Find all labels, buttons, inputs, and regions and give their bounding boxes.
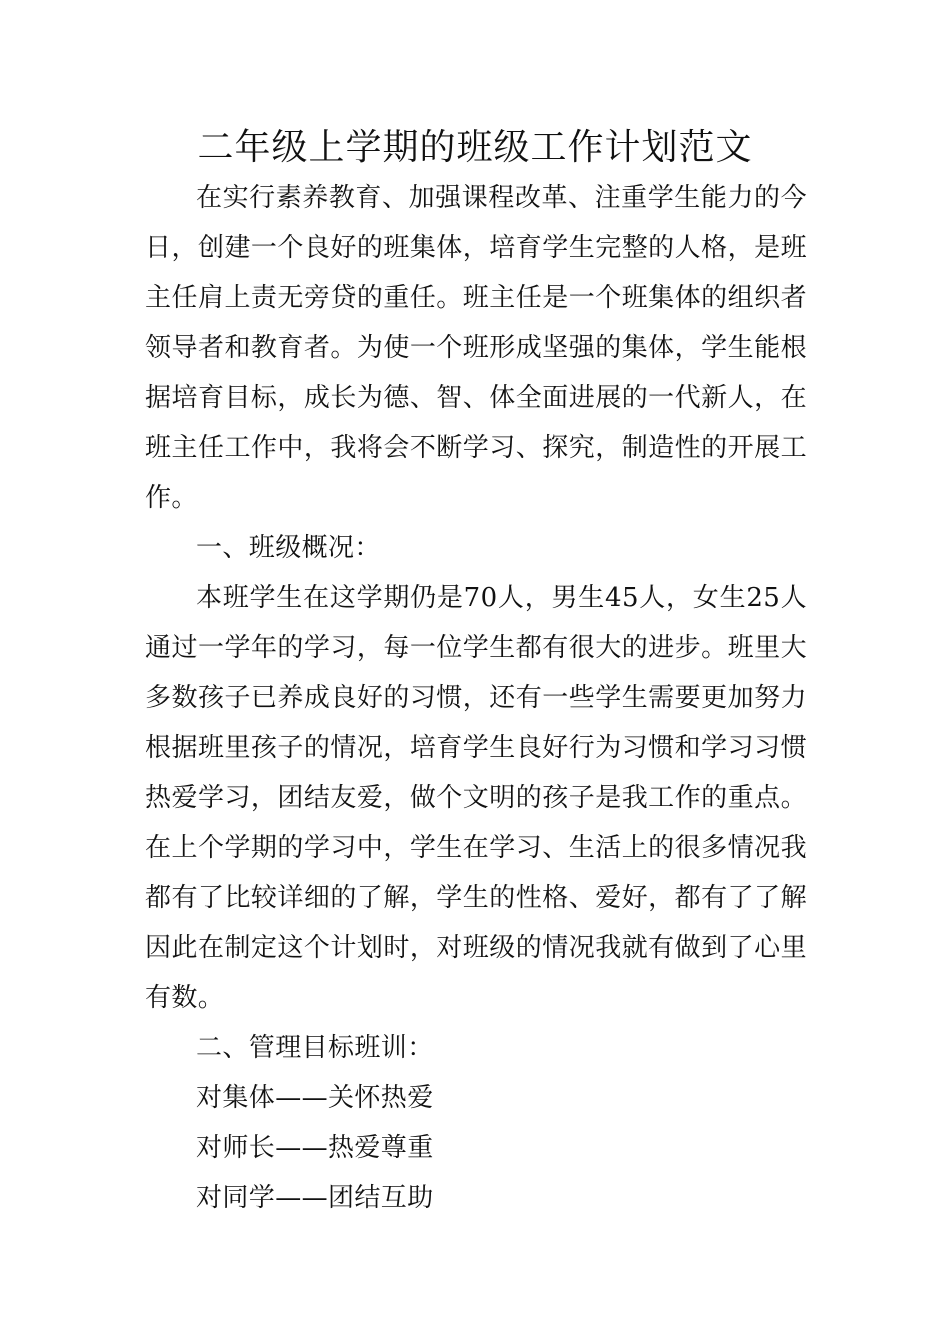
- paragraph-line: 作。: [145, 483, 198, 513]
- paragraph-line: 通过一学年的学习，每一位学生都有很大的进步。班里大: [145, 633, 807, 663]
- paragraph-line: 热爱学习，团结友爱，做个文明的孩子是我工作的重点。: [145, 783, 807, 813]
- section-heading: 一、班级概况：: [196, 533, 381, 563]
- motto-line: 对师长——热爱尊重: [196, 1133, 434, 1163]
- paragraph-line: 都有了比较详细的了解，学生的性格、爱好，都有了了解: [145, 883, 807, 913]
- paragraph-line: 在实行素养教育、加强课程改革、注重学生能力的今: [196, 183, 807, 213]
- section-heading: 二、管理目标班训：: [196, 1033, 434, 1063]
- motto-line: 对同学——团结互助: [196, 1183, 434, 1213]
- paragraph-line: 日，创建一个良好的班集体，培育学生完整的人格，是班: [145, 233, 807, 263]
- paragraph-line: 多数孩子已养成良好的习惯，还有一些学生需要更加努力: [145, 683, 807, 713]
- paragraph-line: 据培育目标，成长为德、智、体全面进展的一代新人，在: [145, 383, 807, 413]
- paragraph-line: 有数。: [145, 983, 225, 1013]
- paragraph-line: 领导者和教育者。为使一个班形成坚强的集体，学生能根: [145, 333, 807, 363]
- paragraph-line: 根据班里孩子的情况，培育学生良好行为习惯和学习习惯: [145, 733, 807, 763]
- paragraph-line: 主任肩上责无旁贷的重任。班主任是一个班集体的组织者: [145, 283, 807, 313]
- paragraph-line: 因此在制定这个计划时，对班级的情况我就有做到了心里: [145, 933, 807, 963]
- motto-line: 对集体——关怀热爱: [196, 1083, 434, 1113]
- paragraph-line: 班主任工作中，我将会不断学习、探究，制造性的开展工: [145, 433, 807, 463]
- paragraph-line: 在上个学期的学习中，学生在学习、生活上的很多情况我: [145, 833, 807, 863]
- paragraph-line: 本班学生在这学期仍是70人，男生45人，女生25人: [196, 583, 807, 613]
- document-title: 二年级上学期的班级工作计划范文: [197, 127, 753, 168]
